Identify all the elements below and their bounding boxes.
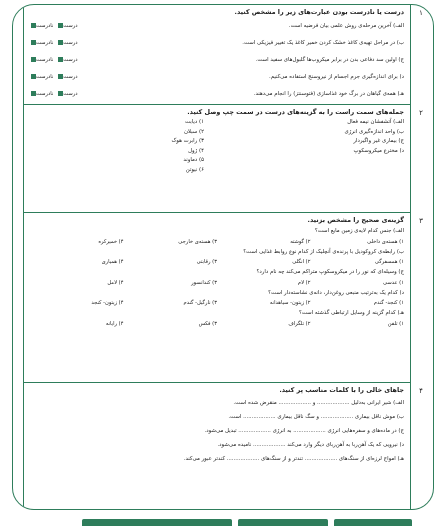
mc-option[interactable]: ۳) هسته‌ی خارجی bbox=[178, 238, 217, 245]
true-option[interactable] bbox=[57, 52, 77, 69]
option-label: درست bbox=[63, 91, 78, 97]
question-number: ۳ bbox=[419, 217, 423, 225]
tf-statement: ج) اولین سد دفاعی بدن در برابر میکروب‌ها گلبول‌های سفید است. bbox=[255, 57, 404, 63]
true-option[interactable] bbox=[57, 69, 77, 86]
option-label: نادرست bbox=[36, 23, 54, 29]
mc-option[interactable]: ۴) همیاری bbox=[101, 259, 124, 265]
mc-option[interactable]: ۴) رایانه bbox=[105, 320, 124, 327]
blank-item: هـ) امواج لرزه‌ای از سنگ‌های ................... تندتر و از سنگ‌های ................... کندتر عبور می‌کند. bbox=[183, 456, 404, 462]
worksheet-content bbox=[24, 5, 423, 509]
bottom-tab-strip bbox=[82, 519, 412, 526]
tf-row bbox=[30, 35, 404, 52]
footer-tab[interactable] bbox=[334, 519, 412, 526]
section-multiple-choice bbox=[24, 213, 423, 383]
option-label: درست bbox=[63, 57, 78, 63]
option-label: نادرست bbox=[36, 74, 54, 80]
number-column-line bbox=[410, 5, 411, 509]
tf-choices bbox=[30, 86, 78, 103]
true-option[interactable] bbox=[57, 35, 77, 52]
match-option: ۱) دیابت bbox=[184, 119, 204, 125]
option-label: درست bbox=[63, 40, 78, 46]
match-option: ۳) رابرت هوک bbox=[171, 138, 204, 144]
mc-option[interactable]: ۱) عدسی bbox=[383, 279, 404, 286]
blank-item: ب) موش ناقل بیماری ................... و سگ ناقل بیماری ................... است. bbox=[228, 414, 404, 420]
tf-row bbox=[30, 18, 404, 35]
match-option: ۵) دماوند bbox=[183, 157, 204, 163]
section-title: جمله‌های سمت راست را به گزینه‌های درست در سمت چپ وصل کنید. bbox=[187, 108, 404, 116]
mc-option[interactable]: ۳) نارگیل- گندم bbox=[183, 300, 217, 306]
match-option: ۲) سبلان bbox=[183, 128, 204, 135]
mc-options bbox=[30, 298, 404, 308]
question-number: ۲ bbox=[419, 109, 423, 117]
mc-option[interactable]: ۲) گوشته bbox=[290, 238, 311, 245]
section-fill-blanks bbox=[24, 383, 423, 510]
mc-option[interactable]: ۳) رقابتی bbox=[196, 259, 217, 265]
tf-statement: الف) آخرین مرحله‌ی روش علمی بیان فرضیه است. bbox=[288, 23, 404, 29]
option-label: نادرست bbox=[36, 40, 54, 46]
mc-option[interactable]: ۱) هسته‌ی داخلی bbox=[367, 238, 404, 245]
tf-choices bbox=[30, 69, 78, 86]
false-option[interactable] bbox=[30, 18, 53, 35]
footer-tab[interactable] bbox=[82, 519, 232, 526]
mc-options bbox=[30, 237, 404, 247]
mc-option[interactable]: ۳) کندانسور bbox=[191, 279, 217, 286]
false-option[interactable] bbox=[30, 35, 53, 52]
tf-row bbox=[30, 69, 404, 86]
tf-statement: د) برای اندازه‌گیری جرم اجسام از نیروسنج استفاده می‌کنیم. bbox=[269, 74, 404, 80]
mc-option[interactable]: ۲) زیتون- سیاهدانه bbox=[269, 300, 311, 306]
mc-option[interactable]: ۱) کنجد- گندم bbox=[373, 300, 404, 306]
match-option: ۴) ژول bbox=[188, 147, 204, 154]
mc-question: د) کدام یک به‌ترتیب منبعی روغن‌دار، دانه‌ی نشاسته‌دار است؟ bbox=[268, 289, 404, 296]
section-title: جاهای خالی را با کلمات مناسب پر کنید. bbox=[279, 386, 404, 394]
section-matching bbox=[24, 105, 423, 213]
tf-choices bbox=[30, 35, 78, 52]
blank-item: ج) در ماده‌های و سفره‌هایی انرژی ................... به انرژی ................... تبدیل می‌شود. bbox=[204, 428, 404, 434]
match-item: الف) آتشفشان نیمه فعال bbox=[347, 119, 404, 125]
section-title: گزینه‌ی صحیح را مشخص بزنید. bbox=[307, 216, 404, 224]
option-label: درست bbox=[63, 23, 78, 29]
false-option[interactable] bbox=[30, 86, 53, 103]
mc-option[interactable]: ۲) انگلی bbox=[292, 259, 311, 265]
match-item: د) مخترع میکروسکوپ bbox=[353, 147, 404, 154]
worksheet-frame bbox=[12, 4, 434, 510]
tf-row bbox=[30, 86, 404, 103]
match-item: ب) واحد اندازه‌گیری انرژی bbox=[344, 128, 404, 135]
mc-option[interactable]: ۴) خمیرکره bbox=[98, 238, 124, 245]
mc-option[interactable]: ۱) تلفن bbox=[387, 320, 404, 327]
question-number: ۴ bbox=[419, 387, 423, 395]
match-item: ج) بیماری غیر واگیردار bbox=[353, 138, 404, 144]
tf-statement: هـ) همه‌ی گیاهان در برگ خود غذاسازی (فتوسنتز) را انجام می‌دهند. bbox=[253, 91, 404, 97]
mc-options bbox=[30, 319, 404, 329]
mc-question: هـ) کدام گزینه از وسایل ارتباطی گذشته است؟ bbox=[298, 310, 404, 316]
question-number: ۱ bbox=[419, 9, 423, 17]
option-label: درست bbox=[63, 74, 78, 80]
false-option[interactable] bbox=[30, 69, 53, 86]
tf-choices bbox=[30, 18, 78, 35]
mc-question: ب) رابطه‌ی کروکودیل با پرنده‌ی آنچلیک از کدام نوع روابط غذایی است؟ bbox=[243, 248, 404, 255]
true-option[interactable] bbox=[57, 18, 77, 35]
footer-tab[interactable] bbox=[238, 519, 328, 526]
mc-option[interactable]: ۲) لام bbox=[297, 279, 311, 286]
mc-option[interactable]: ۳) فکس bbox=[198, 320, 217, 327]
false-option[interactable] bbox=[30, 52, 53, 69]
mc-option[interactable]: ۲) تلگراف bbox=[288, 320, 311, 327]
section-title: درست یا نادرست بودن عبارت‌های زیر را مشخص کنید. bbox=[234, 8, 404, 16]
section-true-false bbox=[24, 5, 423, 105]
blank-item: د) نیرویی که یک آهن‌ربا به آهن‌ربای دیگر وارد می‌کند ................... نامیده می‌شود. bbox=[217, 442, 404, 448]
option-label: نادرست bbox=[36, 91, 54, 97]
mc-option[interactable]: ۴) زیتون- کنجد bbox=[91, 300, 124, 306]
mc-question: الف) جنس کدام لایه‌ی زمین مایع است؟ bbox=[314, 228, 404, 234]
mc-options bbox=[30, 278, 404, 288]
tf-statement: ب) در مراحل تهیه‌ی کاغذ خشک کردن خمیر کاغذ یک تغییر فیزیکی است. bbox=[242, 40, 404, 46]
mc-options bbox=[30, 257, 404, 267]
match-option: ۶) نیوتن bbox=[185, 166, 204, 173]
mc-question: ج) وسیله‌ای که نور را در میکروسکوپ متراکم می‌کند چه نام دارد؟ bbox=[256, 269, 404, 275]
tf-row bbox=[30, 52, 404, 69]
tf-choices bbox=[30, 52, 78, 69]
matching-right-column bbox=[134, 118, 204, 175]
matching-left-column bbox=[264, 118, 404, 156]
blank-item: الف) شیر ایرانی به‌دلیل ................... و ................... منقرض شده است. bbox=[233, 400, 404, 406]
mc-option[interactable]: ۴) لامل bbox=[107, 279, 124, 286]
option-label: نادرست bbox=[36, 57, 54, 63]
true-option[interactable] bbox=[57, 86, 77, 103]
mc-option[interactable]: ۱) همسفرگی bbox=[374, 259, 404, 265]
